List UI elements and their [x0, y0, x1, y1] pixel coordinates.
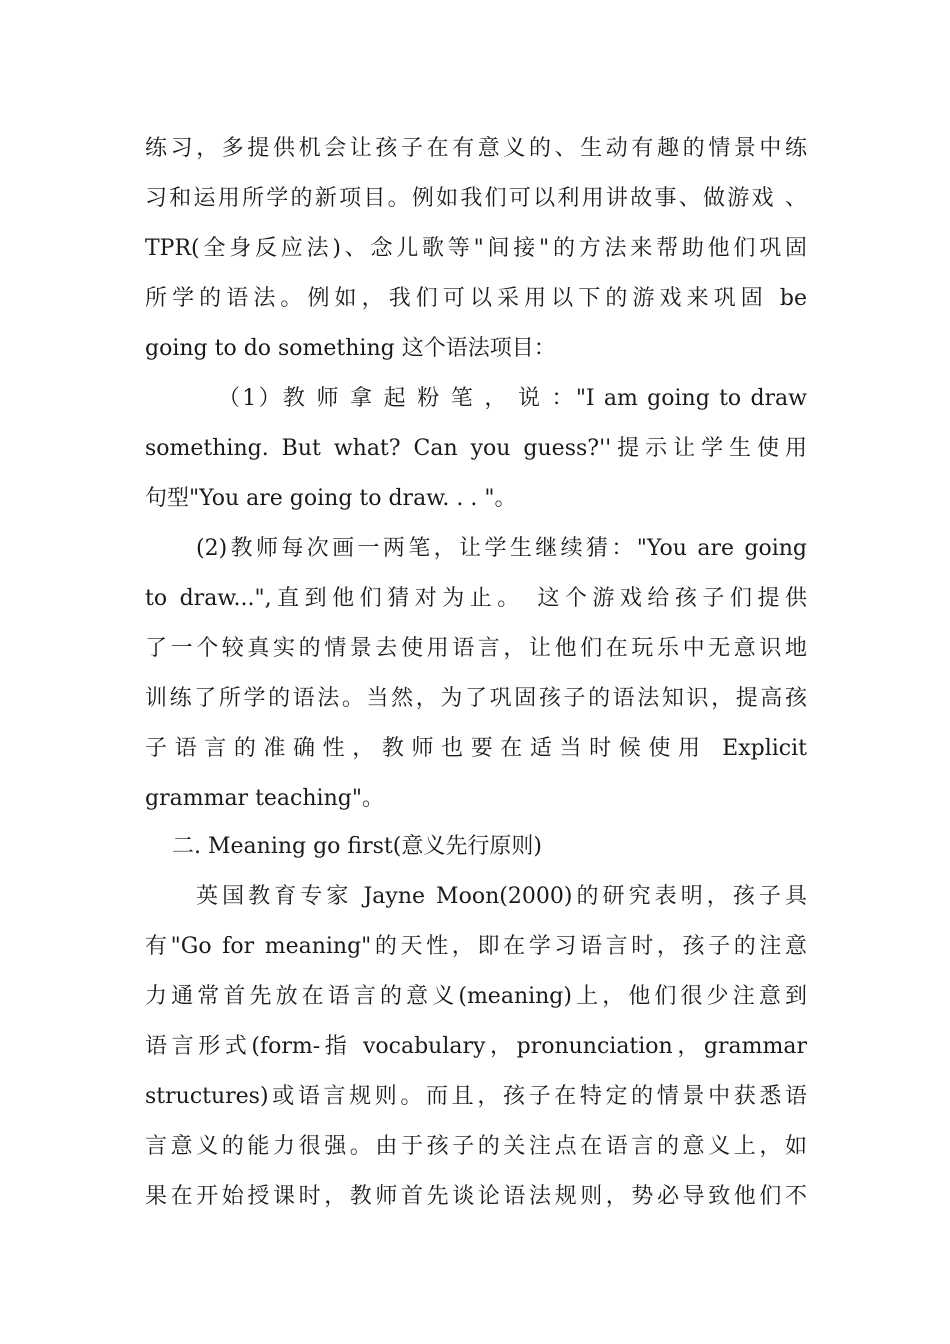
step-1-line-1: （1）教 师 拿 起 粉 笔 ， 说 ："I am going to draw	[218, 386, 807, 411]
paragraph-line-4: 所学的语法。例如，我们可以采用以下的游戏来巩固 be	[145, 286, 807, 311]
paragraph-line-1: 练习，多提供机会让孩子在有意义的、生动有趣的情景中练	[145, 136, 807, 161]
paragraph-2-line-1: 英国教育专家 Jayne Moon(2000)的研究表明，孩子具	[196, 884, 807, 909]
step-2-line-5: 子语言的准确性，教师也要在适当时候使用 Explicit	[145, 736, 807, 761]
paragraph-line-5: going to do something 这个语法项目：	[145, 336, 556, 361]
step-2-line-1: (2)教师每次画一两笔，让学生继续猜："You are going	[196, 536, 807, 561]
step-1-line-2: something. But what? Can you guess?''提示让学生使用	[145, 436, 807, 461]
paragraph-2-line-3: 力通常首先放在语言的意义(meaning)上，他们很少注意到	[145, 984, 807, 1009]
step-2-line-3: 了一个较真实的情景去使用语言，让他们在玩乐中无意识地	[145, 636, 807, 661]
paragraph-2-line-7: 果在开始授课时，教师首先谈论语法规则，势必导致他们不	[145, 1184, 807, 1209]
section-heading: 二. Meaning go first(意义先行原则)	[172, 834, 542, 859]
step-2-line-2: to draw...",直到他们猜对为止。 这个游戏给孩子们提供	[145, 586, 807, 611]
paragraph-2-line-4: 语言形式(form-指 vocabulary，pronunciation，grammar	[145, 1034, 807, 1059]
paragraph-line-2: 习和运用所学的新项目。例如我们可以利用讲故事、做游戏 、	[145, 186, 807, 211]
paragraph-2-line-2: 有"Go for meaning"的天性，即在学习语言时，孩子的注意	[145, 934, 807, 959]
step-1-line-3: 句型"You are going to draw. . . "。	[145, 486, 517, 511]
step-2-line-6: grammar teaching"。	[145, 786, 384, 811]
step-2-line-4: 训练了所学的语法。当然，为了巩固孩子的语法知识，提高孩	[145, 686, 807, 711]
paragraph-2-line-5: structures)或语言规则。而且，孩子在特定的情景中获悉语	[145, 1084, 807, 1109]
paragraph-line-3: TPR(全身反应法)、念儿歌等"间接"的方法来帮助他们巩固	[145, 236, 807, 261]
paragraph-2-line-6: 言意义的能力很强。由于孩子的关注点在语言的意义上，如	[145, 1134, 807, 1159]
